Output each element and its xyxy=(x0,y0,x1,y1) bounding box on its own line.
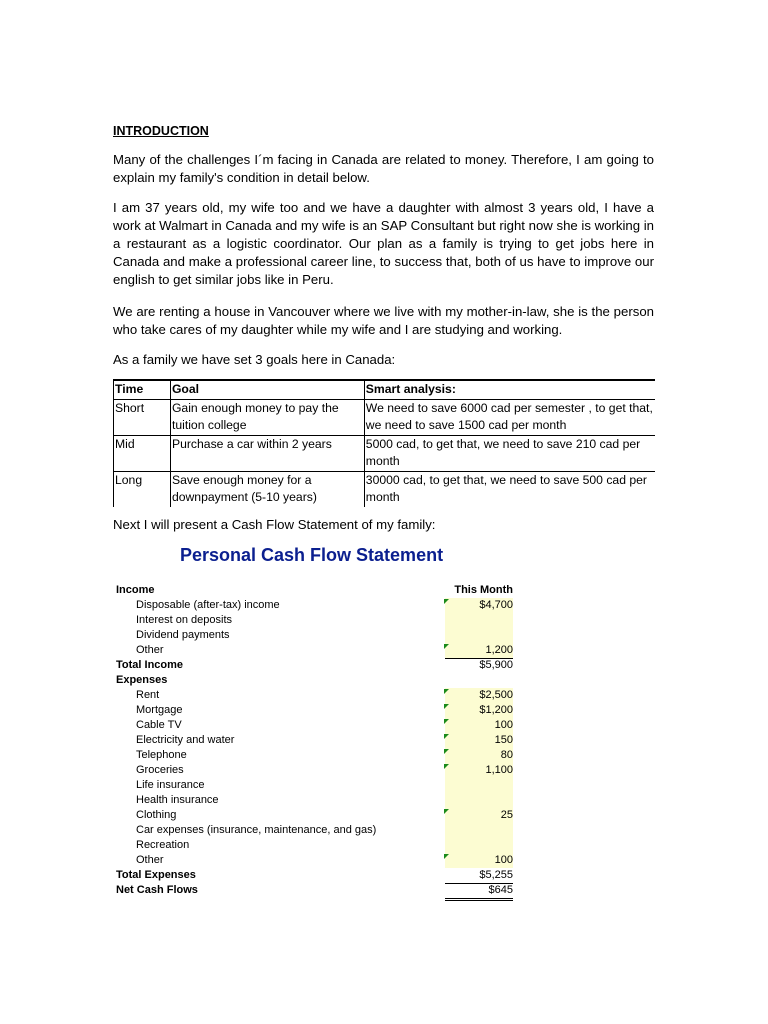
goal-time: Mid xyxy=(114,435,171,471)
line-item-label: Life insurance xyxy=(136,779,205,791)
expense-list xyxy=(116,688,516,868)
goal-analysis: 30000 cad, to get that, we need to save 500 cad per month xyxy=(364,471,655,507)
goals-header-time: Time xyxy=(114,380,171,399)
cashflow-line-item xyxy=(116,748,516,763)
line-item-value[interactable] xyxy=(445,793,513,808)
cashflow-line-item xyxy=(116,778,516,793)
net-cash-flow-row xyxy=(116,883,516,898)
line-item-value[interactable] xyxy=(445,823,513,838)
cell-comment-marker-icon xyxy=(444,749,449,754)
line-item-label: Other xyxy=(136,644,164,656)
cashflow-line-item xyxy=(116,838,516,853)
intro-paragraph-2: I am 37 years old, my wife too and we have a daughter with almost 3 years old, I have a work at Walmart in Canada and my wife is an SAP Consultant but right now she is working in a restaurant as a logistic coordinator. Our plan as a family is trying to get jobs here in Canada and make a professional career line, to success that, both of us have to improve our english to get similar jobs like in Peru. xyxy=(113,200,654,287)
net-cash-flow-value: $645 xyxy=(445,883,513,901)
this-month-header: This Month xyxy=(454,584,513,596)
cell-comment-marker-icon xyxy=(444,764,449,769)
cashflow-title: Personal Cash Flow Statement xyxy=(180,545,444,565)
line-item-label: Rent xyxy=(136,689,160,701)
cashflow-line-item xyxy=(116,598,516,613)
total-income-value: $5,900 xyxy=(479,659,513,671)
cell-comment-marker-icon xyxy=(444,809,449,814)
expenses-section-label: Expenses xyxy=(116,674,168,686)
goal-text: Save enough money for a downpayment (5-10 years) xyxy=(170,471,364,507)
goal-analysis: We need to save 6000 cad per semester , to get that, we need to save 1500 cad per month xyxy=(364,399,655,435)
cell-comment-marker-icon xyxy=(444,689,449,694)
total-expenses-row xyxy=(116,868,516,883)
line-item-value[interactable]: 1,100 xyxy=(445,763,513,778)
cell-comment-marker-icon xyxy=(444,644,449,649)
cashflow-line-item xyxy=(116,853,516,868)
goal-text: Purchase a car within 2 years xyxy=(170,435,364,471)
cell-comment-marker-icon xyxy=(444,719,449,724)
table-row xyxy=(114,471,656,507)
line-item-label: Cable TV xyxy=(136,719,182,731)
goal-text: Gain enough money to pay the tuition college xyxy=(170,399,364,435)
goal-analysis: 5000 cad, to get that, we need to save 210 cad per month xyxy=(364,435,655,471)
line-item-value[interactable] xyxy=(445,628,513,643)
line-item-label: Disposable (after-tax) income xyxy=(136,599,280,611)
line-item-label: Dividend payments xyxy=(136,629,230,641)
cashflow-line-item xyxy=(116,628,516,643)
line-item-value[interactable] xyxy=(445,838,513,853)
line-item-label: Mortgage xyxy=(136,704,183,716)
table-row xyxy=(114,399,656,435)
intro-paragraph-3: We are renting a house in Vancouver where we live with my mother-in-law, she is the person who take cares of my daughter while my wife and I are studying and working. xyxy=(113,304,654,337)
line-item-value[interactable] xyxy=(445,778,513,793)
cashflow-line-item xyxy=(116,793,516,808)
line-item-label: Telephone xyxy=(136,749,187,761)
total-expenses-value: $5,255 xyxy=(445,868,513,884)
intro-paragraph-1: Many of the challenges I´m facing in Canada are related to money. Therefore, I am going to explain my family's condition in detail below. xyxy=(113,152,654,185)
cashflow-line-item xyxy=(116,763,516,778)
goal-time: Long xyxy=(114,471,171,507)
total-income-row xyxy=(116,658,516,673)
cashflow-line-item xyxy=(116,688,516,703)
cashflow-line-item xyxy=(116,823,516,838)
goals-table xyxy=(113,379,655,507)
line-item-value[interactable]: 150 xyxy=(445,733,513,748)
line-item-value[interactable]: 100 xyxy=(445,718,513,733)
cell-comment-marker-icon xyxy=(444,599,449,604)
goals-header-analysis: Smart analysis: xyxy=(364,380,655,399)
line-item-label: Car expenses (insurance, maintenance, and gas) xyxy=(136,824,377,836)
intro-paragraph-4: As a family we have set 3 goals here in Canada: xyxy=(113,352,396,367)
cashflow-header-row xyxy=(116,583,516,598)
cashflow-line-item xyxy=(116,718,516,733)
cashflow-line-item xyxy=(116,808,516,823)
goal-time: Short xyxy=(114,399,171,435)
line-item-value[interactable]: 1,200 xyxy=(445,643,513,659)
cashflow-line-item xyxy=(116,733,516,748)
expenses-header-row xyxy=(116,673,516,688)
total-expenses-label: Total Expenses xyxy=(116,869,196,881)
intro-paragraph-5: Next I will present a Cash Flow Statement of my family: xyxy=(113,517,436,532)
line-item-value[interactable]: $2,500 xyxy=(445,688,513,703)
intro-heading: INTRODUCTION xyxy=(113,124,209,138)
line-item-label: Recreation xyxy=(136,839,190,851)
total-income-label: Total Income xyxy=(116,659,184,671)
line-item-label: Interest on deposits xyxy=(136,614,233,626)
income-list xyxy=(116,598,516,658)
line-item-value[interactable]: $1,200 xyxy=(445,703,513,718)
table-row xyxy=(114,435,656,471)
line-item-value[interactable]: 25 xyxy=(445,808,513,823)
line-item-label: Electricity and water xyxy=(136,734,235,746)
line-item-value[interactable]: $4,700 xyxy=(445,598,513,613)
line-item-label: Health insurance xyxy=(136,794,219,806)
goals-table-header xyxy=(114,380,656,399)
income-section-label: Income xyxy=(116,584,155,596)
goals-header-goal: Goal xyxy=(170,380,364,399)
cell-comment-marker-icon xyxy=(444,704,449,709)
cashflow-statement xyxy=(116,583,516,898)
line-item-value[interactable]: 100 xyxy=(445,853,513,868)
line-item-value[interactable]: 80 xyxy=(445,748,513,763)
net-cash-flow-label: Net Cash Flows xyxy=(116,884,198,896)
cell-comment-marker-icon xyxy=(444,734,449,739)
line-item-value[interactable] xyxy=(445,613,513,628)
cashflow-line-item xyxy=(116,703,516,718)
line-item-label: Other xyxy=(136,854,164,866)
cell-comment-marker-icon xyxy=(444,854,449,859)
line-item-label: Groceries xyxy=(136,764,184,776)
cashflow-line-item xyxy=(116,643,516,658)
line-item-label: Clothing xyxy=(136,809,177,821)
cashflow-line-item xyxy=(116,613,516,628)
